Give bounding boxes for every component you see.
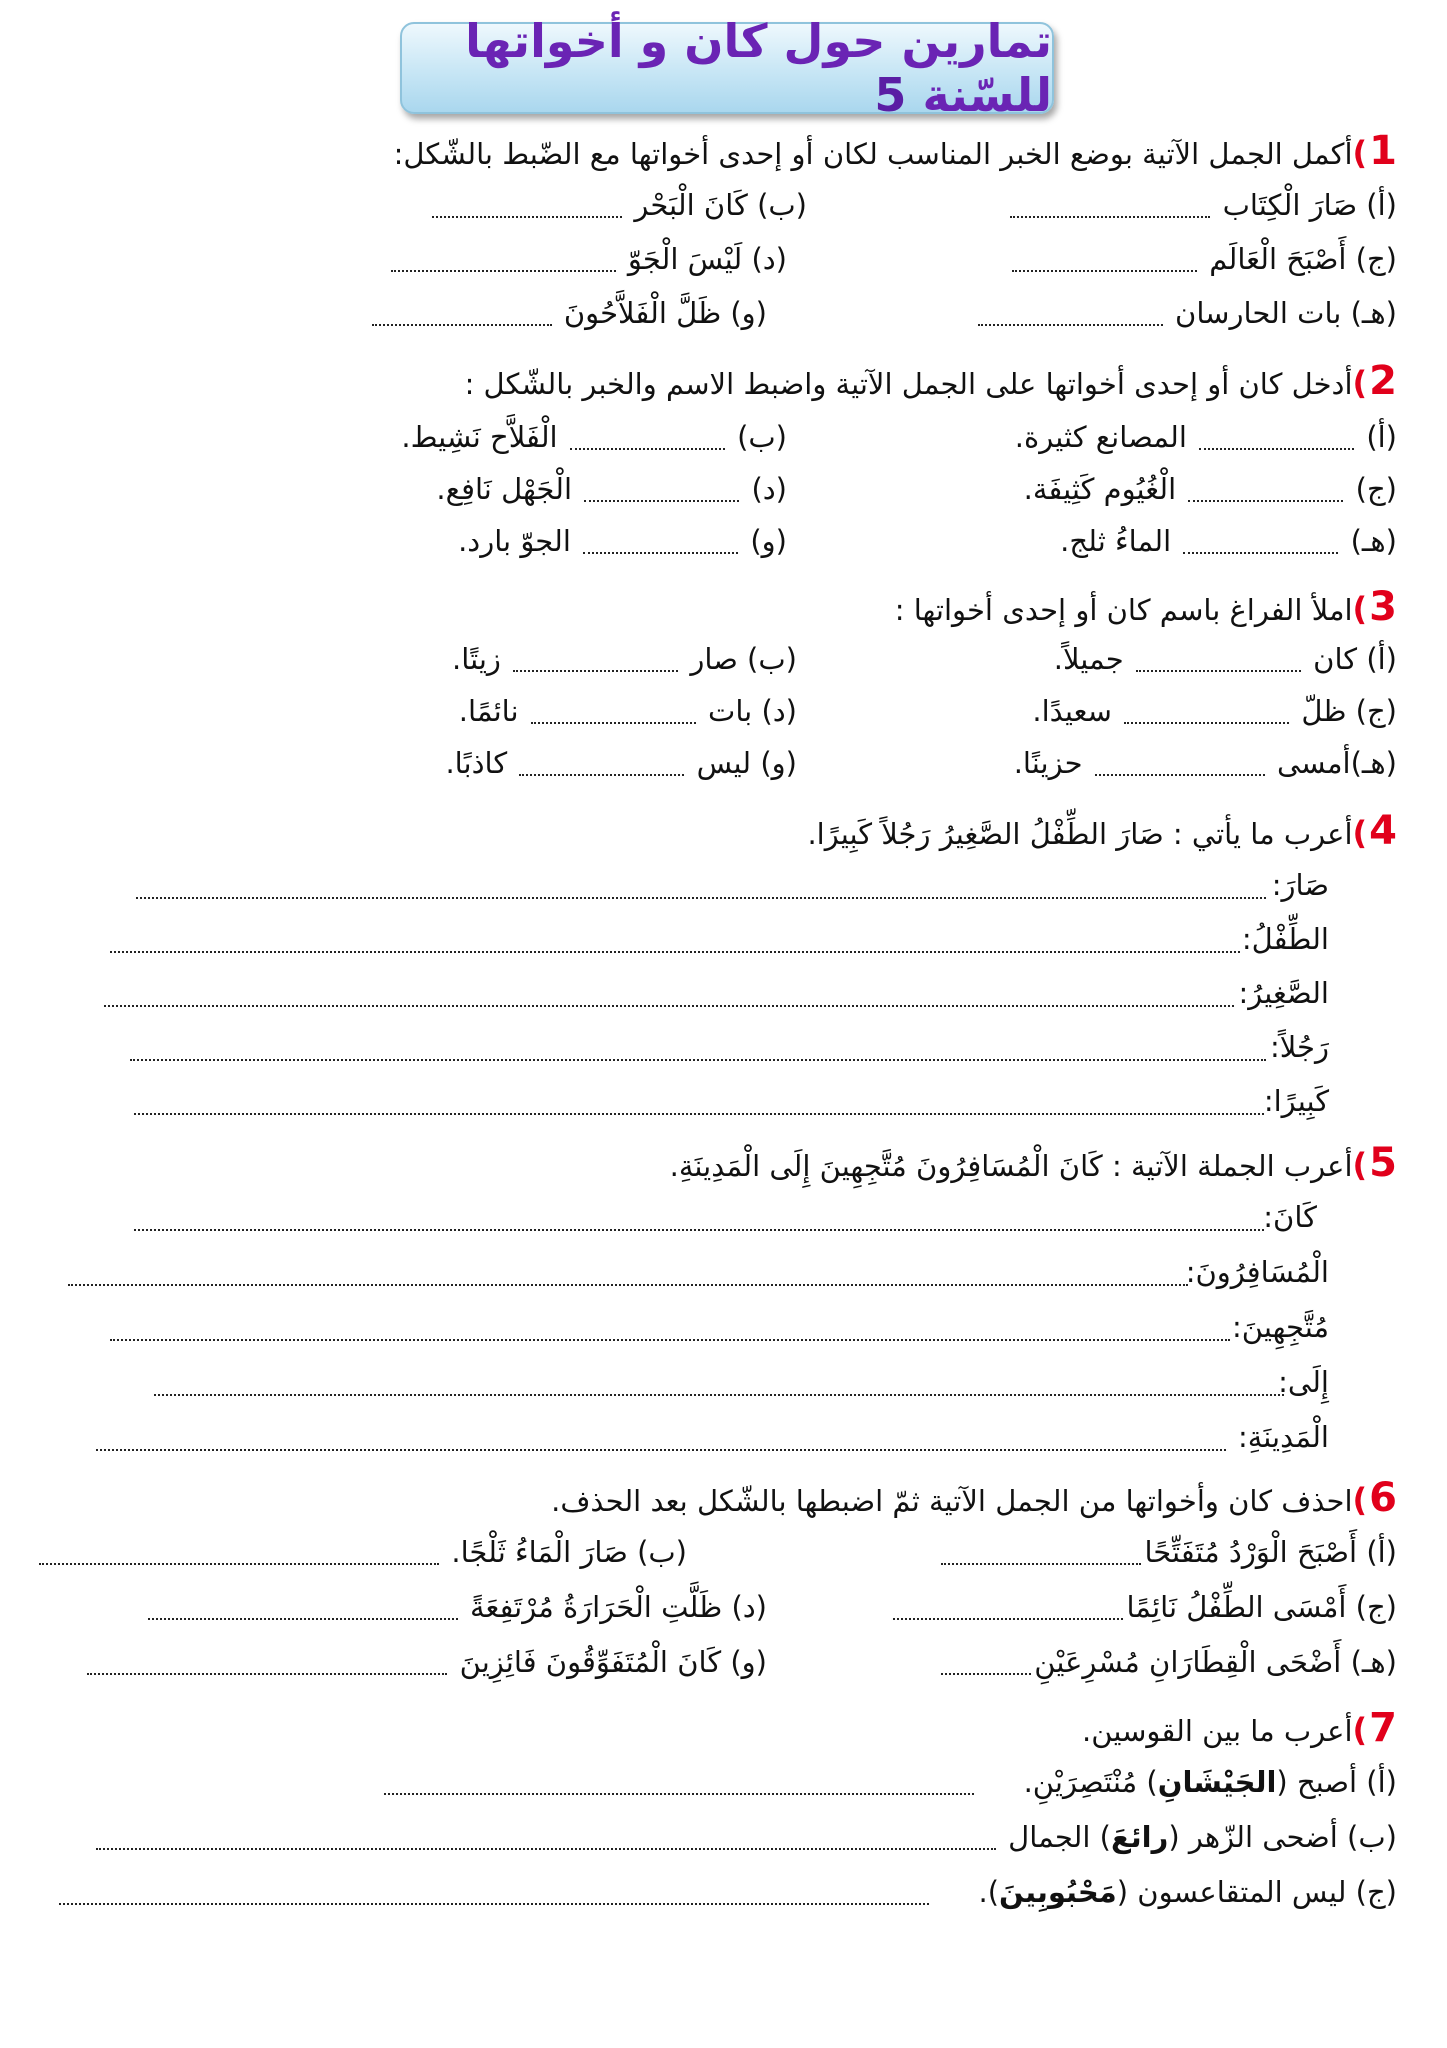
- q7-item-b: (ب) أضحى الزّهر (رائعَ) الجمال: [93, 1820, 1397, 1855]
- answer-line[interactable]: [110, 1337, 1230, 1341]
- page-title: [402, 14, 1052, 122]
- q4-number: 4: [1369, 808, 1397, 854]
- answer-blank[interactable]: [1124, 702, 1289, 724]
- answer-blank[interactable]: [96, 1828, 996, 1850]
- q7-target-word: رائعَ: [1110, 1820, 1169, 1854]
- answer-blank[interactable]: [584, 480, 739, 502]
- answer-blank[interactable]: [87, 1653, 447, 1675]
- answer-line[interactable]: [134, 1111, 1264, 1115]
- q2-item-d: (د) الْجَهْل نَافِع.: [436, 472, 787, 506]
- answer-blank[interactable]: [531, 702, 696, 724]
- title-grade-number: 5: [874, 68, 907, 122]
- q2-item-a: (أ) المصانع كثيرة.: [1014, 420, 1397, 454]
- answer-line[interactable]: [130, 1057, 1266, 1061]
- answer-line[interactable]: [110, 949, 1240, 953]
- answer-blank[interactable]: [513, 650, 678, 672]
- q1-heading: 1)أكمل الجمل الآتية بوضع الخبر المناسب لكان أو إحدى أخواتها مع الضّبط بالشّكل:: [393, 128, 1397, 174]
- answer-line[interactable]: [68, 1282, 1188, 1286]
- q3-heading: 3)املأ الفراغ باسم كان أو إحدى أخواتها :: [894, 584, 1397, 630]
- q4-word-3: الصَّغِيرُ:: [1238, 976, 1329, 1010]
- q3-instruction: املأ الفراغ باسم كان أو إحدى أخواتها :: [894, 593, 1353, 627]
- q5-word-3: مُتَّجِهِينَ:: [1232, 1310, 1329, 1344]
- answer-blank[interactable]: [391, 250, 616, 272]
- answer-blank[interactable]: [372, 304, 552, 326]
- q6-number: 6: [1369, 1475, 1397, 1521]
- answer-blank[interactable]: [1012, 250, 1197, 272]
- q5-word-2: الْمُسَافِرُونَ:: [1185, 1255, 1329, 1289]
- q7-target-word: مَحْبُوبِينَ: [999, 1875, 1117, 1909]
- title-banner: [400, 14, 1054, 122]
- answer-blank[interactable]: [519, 754, 684, 776]
- q2-heading: 2)أدخل كان أو إحدى أخواتها على الجمل الآتية واضبط الاسم والخبر بالشّكل :: [464, 358, 1397, 404]
- q4-word-5: كَبِيرًا:: [1263, 1084, 1329, 1118]
- q7-item-c: (ج) ليس المتقاعسون (مَحْبُوبِينَ).: [56, 1875, 1397, 1910]
- q1-item-e: (هـ) بات الحارسان: [975, 296, 1397, 331]
- q6-instruction: احذف كان وأخواتها من الجمل الآتية ثمّ اضبطها بالشّكل بعد الحذف.: [551, 1484, 1353, 1518]
- answer-blank[interactable]: [941, 1653, 1031, 1675]
- q5-word-4: إِلَى:: [1278, 1365, 1329, 1399]
- q3-item-e: (هـ)أمسى حزينًا.: [1013, 746, 1397, 780]
- q2-item-f: (و) الجوّ بارد.: [458, 524, 787, 558]
- q7-heading: 7)أعرب ما بين القوسين.: [1082, 1705, 1397, 1751]
- answer-blank[interactable]: [978, 304, 1163, 326]
- q1-item-f: (و) ظَلَّ الْفَلاَّحُونَ: [369, 296, 767, 331]
- answer-line[interactable]: [96, 1447, 1226, 1451]
- q3-item-f: (و) ليس كاذبًا.: [445, 746, 797, 780]
- q6-item-a: (أ) أَصْبَحَ الْوَرْدُ مُتَفَتِّحًا: [938, 1535, 1397, 1570]
- q6-item-d: (د) ظَلَّتِ الْحَرَارَةُ مُرْتَفِعَةً: [145, 1590, 767, 1625]
- q7-target-word: الجَيْشَانِ: [1157, 1765, 1277, 1799]
- q7-number: 7: [1369, 1705, 1397, 1751]
- title-text: تمارين حول كان و أخواتها للسّنة: [465, 14, 1052, 122]
- q3-item-c: (ج) ظلّ سعيدًا.: [1032, 694, 1397, 728]
- answer-blank[interactable]: [384, 1773, 974, 1795]
- answer-blank[interactable]: [1010, 196, 1210, 218]
- q4-word-4: رَجُلاً:: [1269, 1030, 1329, 1064]
- answer-line[interactable]: [134, 1227, 1264, 1231]
- q7-item-a: (أ) أصبح (الجَيْشَانِ) مُنْتَصِرَيْنِ.: [381, 1765, 1397, 1800]
- q3-item-d: (د) بات نائمًا.: [458, 694, 797, 728]
- q5-word-5: الْمَدِينَةِ:: [1237, 1420, 1329, 1454]
- q1-number: 1: [1369, 128, 1397, 174]
- q2-number: 2: [1369, 358, 1397, 404]
- answer-blank[interactable]: [1136, 650, 1301, 672]
- answer-blank[interactable]: [570, 428, 725, 450]
- q6-item-b: (ب) صَارَ الْمَاءُ ثَلْجًا.: [36, 1535, 687, 1570]
- answer-blank[interactable]: [1199, 428, 1354, 450]
- answer-blank[interactable]: [1188, 480, 1343, 502]
- answer-blank[interactable]: [148, 1598, 458, 1620]
- q3-item-b: (ب) صار زيتًا.: [452, 642, 797, 676]
- q2-item-e: (هـ) الماءُ ثلج.: [1060, 524, 1397, 558]
- q4-heading: 4)أعرب ما يأتي : صَارَ الطِّفْلُ الصَّغِيرُ رَجُلاً كَبِيرًا.: [807, 808, 1397, 854]
- answer-blank[interactable]: [39, 1543, 439, 1565]
- q1-instruction: أكمل الجمل الآتية بوضع الخبر المناسب لكان أو إحدى أخواتها مع الضّبط بالشّكل:: [393, 137, 1353, 171]
- q6-item-e: (هـ) أَضْحَى الْقِطَارَانِ مُسْرِعَيْنِ: [938, 1645, 1397, 1680]
- answer-blank[interactable]: [583, 532, 738, 554]
- q5-word-1: كَانَ:: [1263, 1200, 1317, 1234]
- answer-line[interactable]: [104, 1003, 1234, 1007]
- q2-item-c: (ج) الْغُيُوم كَثِيفَة.: [1023, 472, 1397, 506]
- q1-item-a: (أ) صَارَ الْكِتَاب: [1007, 188, 1397, 223]
- q4-instruction: أعرب ما يأتي : صَارَ الطِّفْلُ الصَّغِيرُ رَجُلاً كَبِيرًا.: [807, 817, 1353, 851]
- answer-blank[interactable]: [1095, 754, 1265, 776]
- q1-item-d: (د) لَيْسَ الْجَوّ: [388, 242, 787, 277]
- answer-blank[interactable]: [1183, 532, 1338, 554]
- q1-item-b: (ب) كَانَ الْبَحْر: [429, 188, 807, 223]
- q6-heading: 6)احذف كان وأخواتها من الجمل الآتية ثمّ اضبطها بالشّكل بعد الحذف.: [551, 1475, 1397, 1521]
- q4-word-2: الطِّفْلُ:: [1241, 922, 1329, 956]
- answer-blank[interactable]: [59, 1883, 929, 1905]
- q3-number: 3: [1369, 584, 1397, 630]
- q6-item-c: (ج) أَمْسَى الطِّفْلُ نَائِمًا: [890, 1590, 1397, 1625]
- answer-blank[interactable]: [893, 1598, 1123, 1620]
- q6-item-f: (و) كَانَ الْمُتَفَوِّقُونَ فَائِزِينَ: [84, 1645, 767, 1680]
- q3-item-a: (أ) كان جميلاً.: [1053, 642, 1397, 676]
- q2-item-b: (ب) الْفَلاَّح نَشِيط.: [401, 420, 787, 454]
- answer-blank[interactable]: [432, 196, 622, 218]
- answer-line[interactable]: [154, 1392, 1284, 1396]
- q5-number: 5: [1369, 1140, 1397, 1186]
- q4-word-1: صَارَ:: [1271, 868, 1329, 902]
- q2-instruction: أدخل كان أو إحدى أخواتها على الجمل الآتية واضبط الاسم والخبر بالشّكل :: [464, 367, 1353, 401]
- q1-item-c: (ج) أَصْبَحَ الْعَالَم: [1009, 242, 1397, 277]
- answer-line[interactable]: [136, 895, 1266, 899]
- q5-instruction: أعرب الجملة الآتية : كَانَ الْمُسَافِرُونَ مُتَّجِهِينَ إِلَى الْمَدِينَةِ.: [669, 1149, 1353, 1183]
- q7-instruction: أعرب ما بين القوسين.: [1082, 1714, 1353, 1748]
- answer-blank[interactable]: [941, 1543, 1141, 1565]
- q5-heading: 5)أعرب الجملة الآتية : كَانَ الْمُسَافِرُونَ مُتَّجِهِينَ إِلَى الْمَدِينَةِ.: [669, 1140, 1397, 1186]
